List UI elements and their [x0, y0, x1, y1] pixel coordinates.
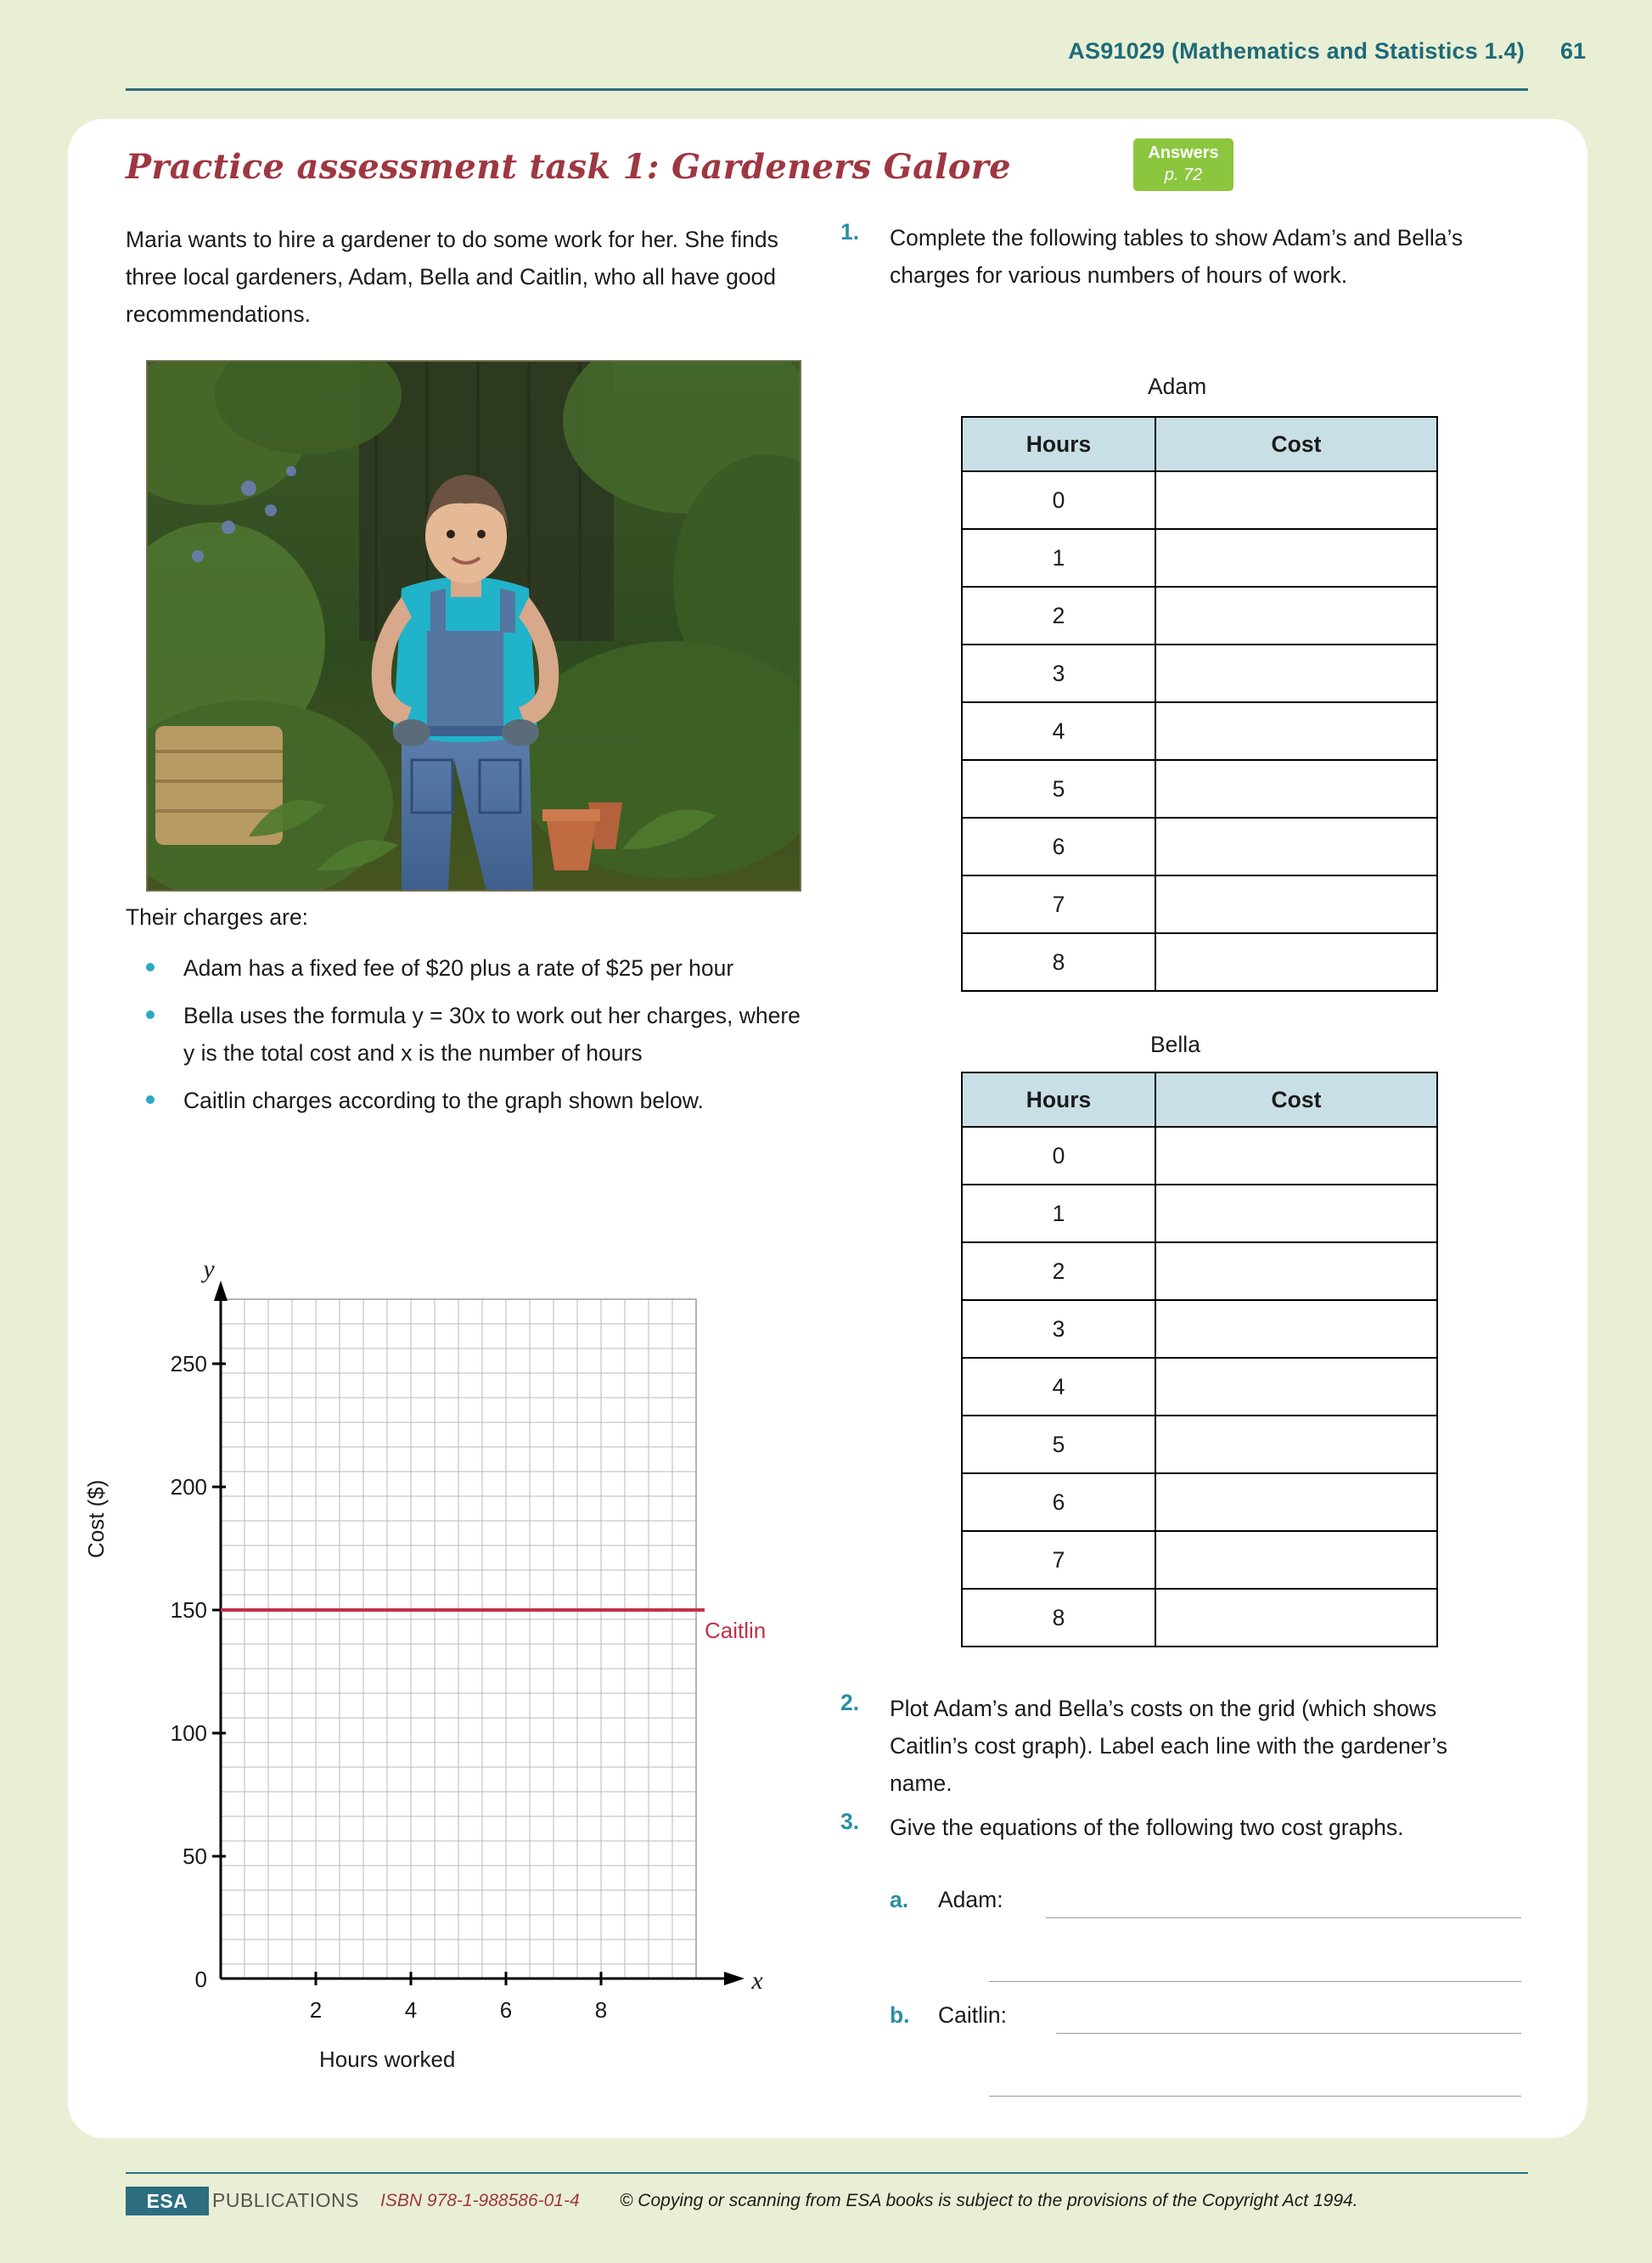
column-header-cost: Cost [1155, 1072, 1437, 1127]
column-header-hours: Hours [962, 417, 1155, 471]
page-header [0, 0, 1652, 102]
answers-badge-line2: p. 72 [1164, 166, 1203, 184]
question-2-text: Plot Adam’s and Bella’s costs on the grid (which shows Caitlin’s cost graph). Label each line with the gardener’s name. [890, 1696, 1448, 1796]
svg-text:6: 6 [499, 1997, 513, 2023]
cell-hours: 3 [962, 1300, 1155, 1358]
svg-text:200: 200 [170, 1474, 207, 1500]
cell-hours: 7 [962, 1531, 1155, 1589]
cell-cost[interactable] [1155, 529, 1437, 587]
cell-hours: 1 [962, 1185, 1155, 1242]
charges-list [126, 949, 805, 1129]
cell-hours: 5 [962, 1416, 1155, 1473]
cell-cost[interactable] [1155, 471, 1437, 529]
answer-line-a-1[interactable] [1046, 1917, 1521, 1918]
table-row [962, 760, 1437, 818]
cell-cost[interactable] [1155, 875, 1437, 933]
cell-cost[interactable] [1155, 702, 1437, 760]
answer-line-b-1[interactable] [1056, 2033, 1521, 2034]
table-row [962, 1300, 1437, 1358]
list-item-text: Caitlin charges according to the graph shown below. [183, 1088, 704, 1113]
cell-hours: 6 [962, 818, 1155, 875]
svg-text:x: x [751, 1967, 763, 1995]
table-caption-bella: Bella [1150, 1032, 1200, 1057]
graph-svg [119, 1265, 815, 2029]
subquestion-b-label: b. [890, 2002, 910, 2028]
table-row [962, 875, 1437, 933]
subquestion-b-text: Caitlin: [938, 2002, 1008, 2028]
table-row [962, 471, 1437, 529]
svg-text:4: 4 [404, 1997, 418, 2023]
cost-graph [83, 1265, 815, 2097]
table-row [962, 818, 1437, 875]
table-row [962, 1531, 1437, 1589]
graph-y-axis-label: Cost ($) [83, 1479, 109, 1558]
cell-cost[interactable] [1155, 1185, 1437, 1242]
table-row [962, 702, 1437, 760]
page-footer [126, 2187, 1569, 2221]
question-1-text: Complete the following tables to show Adam’s and Bella’s charges for various numbers of hours of work. [890, 225, 1464, 288]
svg-text:150: 150 [170, 1597, 207, 1623]
svg-text:0: 0 [194, 1967, 207, 1992]
list-item [126, 949, 805, 987]
header-standard-title: AS91029 (Mathematics and Statistics 1.4) [1068, 38, 1525, 64]
cell-cost[interactable] [1155, 1300, 1437, 1358]
intro-paragraph: Maria wants to hire a gardener to do some work for her. She finds three local gardeners, Adam, Bella and Caitlin, who all have good recommendations. [126, 227, 778, 327]
subquestion-a-label: a. [890, 1887, 909, 1912]
copyright-text: © Copying or scanning from ESA books is subject to the provisions of the Copyright Act 1994. [620, 2191, 1358, 2210]
cell-hours: 0 [962, 471, 1155, 529]
svg-text:y: y [203, 1265, 215, 1283]
subquestion-a-text: Adam: [938, 1887, 1003, 1912]
table-row [962, 1589, 1437, 1647]
cell-hours: 0 [962, 1127, 1155, 1185]
gardener-photo [146, 360, 801, 892]
page-title: Practice assessment task 1: Gardeners Galore [126, 147, 1011, 187]
cell-cost[interactable] [1155, 1127, 1437, 1185]
graph-series-label-caitlin: Caitlin [705, 1618, 767, 1643]
list-item [126, 997, 805, 1072]
cell-hours: 2 [962, 1242, 1155, 1300]
question-2-number: 2. [840, 1690, 860, 1715]
cell-hours: 3 [962, 645, 1155, 702]
answer-line-a-2[interactable] [989, 1981, 1521, 1982]
question-2 [840, 1690, 1511, 1802]
cell-cost[interactable] [1155, 587, 1437, 645]
question-3-text: Give the equations of the following two cost graphs. [890, 1815, 1404, 1840]
question-3-number: 3. [840, 1809, 860, 1834]
answer-line-b-2[interactable] [989, 2096, 1521, 2097]
list-item-text: Adam has a fixed fee of $20 plus a rate of $25 per hour [183, 955, 734, 981]
cell-hours: 8 [962, 933, 1155, 991]
cell-hours: 8 [962, 1589, 1155, 1647]
cell-hours: 1 [962, 529, 1155, 587]
cell-cost[interactable] [1155, 1358, 1437, 1416]
cell-cost[interactable] [1155, 760, 1437, 818]
table-row [962, 587, 1437, 645]
table-header-row [962, 1072, 1437, 1127]
list-item [126, 1082, 805, 1119]
cell-cost[interactable] [1155, 1416, 1437, 1473]
table-row [962, 1358, 1437, 1416]
header-divider [126, 88, 1528, 91]
svg-text:250: 250 [170, 1351, 207, 1376]
bullet-dot-icon [146, 963, 155, 971]
table-bella [961, 1072, 1438, 1647]
cell-cost[interactable] [1155, 1531, 1437, 1589]
cell-hours: 2 [962, 587, 1155, 645]
answers-badge[interactable] [1133, 138, 1233, 191]
bullet-dot-icon [146, 1095, 155, 1104]
table-adam [961, 416, 1438, 992]
svg-text:2: 2 [309, 1997, 323, 2023]
table-row [962, 1127, 1437, 1185]
table-header-row [962, 417, 1437, 471]
list-item-text: Bella uses the formula y = 30x to work out her charges, where y is the total cost and x is the number of hours [183, 1003, 801, 1066]
table-row [962, 529, 1437, 587]
cell-cost[interactable] [1155, 1589, 1437, 1647]
bullet-dot-icon [146, 1010, 155, 1019]
table-row [962, 645, 1437, 702]
table-row [962, 1416, 1437, 1473]
answers-badge-line1: Answers [1148, 144, 1219, 162]
cell-cost[interactable] [1155, 933, 1437, 991]
cell-hours: 6 [962, 1473, 1155, 1531]
cell-hours: 7 [962, 875, 1155, 933]
cell-hours: 4 [962, 702, 1155, 760]
header-page-number: 61 [1559, 38, 1586, 64]
esa-logo: ESA [126, 2187, 209, 2215]
cell-hours: 4 [962, 1358, 1155, 1416]
svg-text:8: 8 [594, 1997, 608, 2023]
publisher-name: PUBLICATIONS [212, 2189, 359, 2211]
cell-cost[interactable] [1155, 1473, 1437, 1531]
graph-x-axis-label: Hours worked [319, 2046, 456, 2072]
gardener-photo-illustration [147, 361, 801, 891]
column-header-hours: Hours [962, 1072, 1155, 1127]
cell-cost[interactable] [1155, 645, 1437, 702]
svg-text:50: 50 [183, 1844, 207, 1869]
cell-cost[interactable] [1155, 1242, 1437, 1300]
column-header-cost: Cost [1155, 417, 1437, 471]
cell-hours: 5 [962, 760, 1155, 818]
isbn-text: ISBN 978-1-988586-01-4 [380, 2191, 580, 2210]
table-row [962, 1185, 1437, 1242]
cell-cost[interactable] [1155, 818, 1437, 875]
table-caption-adam: Adam [1148, 374, 1207, 399]
question-1 [840, 219, 1503, 294]
table-row [962, 933, 1437, 991]
svg-text:100: 100 [170, 1720, 207, 1746]
question-3 [840, 1809, 1511, 1846]
table-row [962, 1473, 1437, 1531]
question-1-number: 1. [840, 219, 860, 245]
footer-divider [126, 2172, 1528, 2174]
charges-label: Their charges are: [126, 904, 309, 930]
table-row [962, 1242, 1437, 1300]
